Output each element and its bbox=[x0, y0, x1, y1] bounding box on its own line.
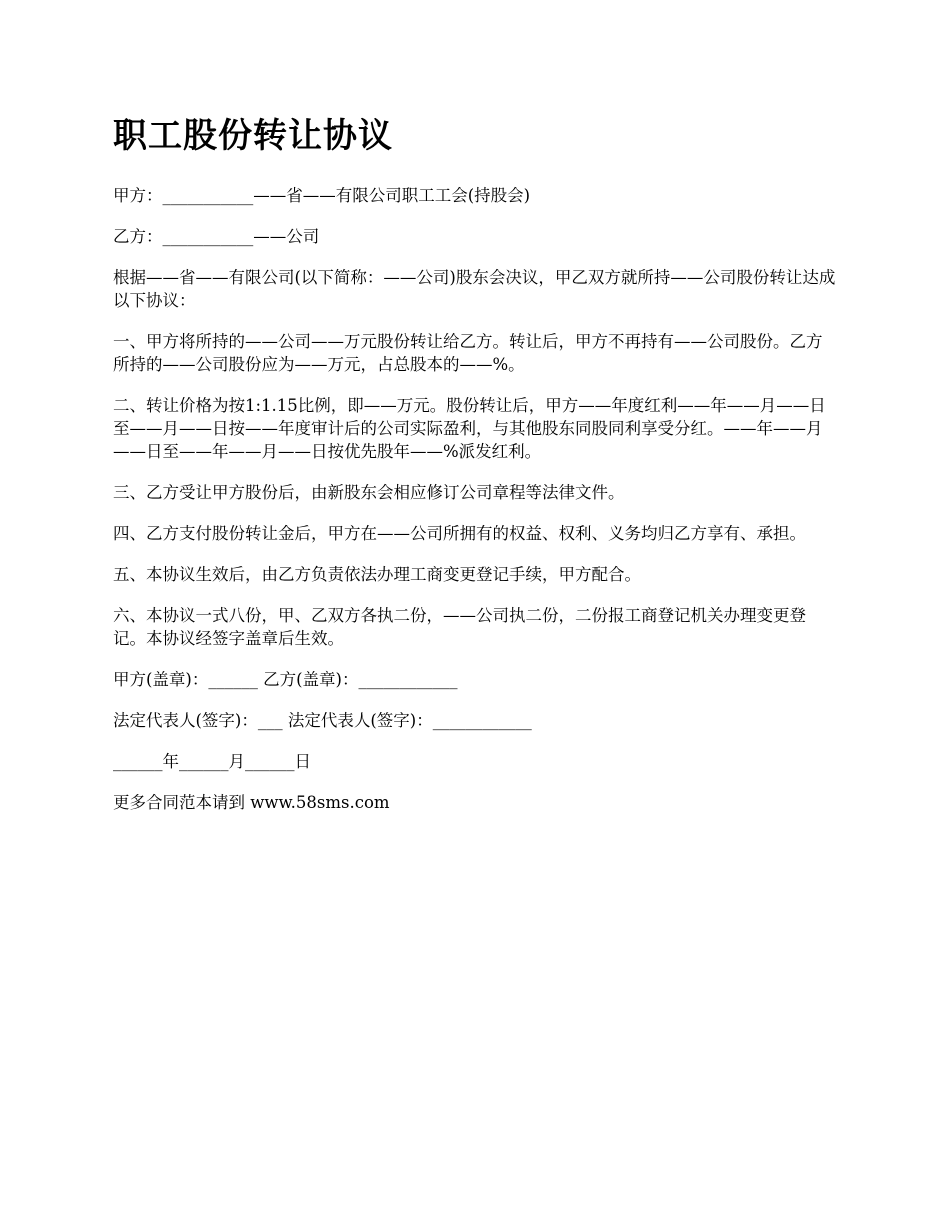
clause-2: 二、转让价格为按1:1.15比例，即——万元。股份转让后，甲方——年度红利——年——月——日至——月——日按——年度审计后的公司实际盈利，与其他股东同股同利享受分红。——年——月——日至——年——月——日按优先股年——%派发红利。 bbox=[113, 396, 826, 461]
party-b-line: 乙方：___________——公司 bbox=[113, 227, 320, 246]
preamble-paragraph: 根据——省——有限公司(以下简称：——公司)股东会决议，甲乙双方就所持——公司股份转让达成以下协议： bbox=[113, 268, 836, 310]
clause-3: 三、乙方受让甲方股份后，由新股东会相应修订公司章程等法律文件。 bbox=[113, 483, 625, 502]
document-page bbox=[113, 110, 838, 832]
clause-6: 六、本协议一式八份，甲、乙双方各执二份，——公司执二份，二份报工商登记机关办理变更登记。本协议经签字盖章后生效。 bbox=[113, 606, 806, 648]
document-title: 职工股份转让协议 bbox=[113, 116, 393, 156]
signature-line: 法定代表人(签字)：___ 法定代表人(签字)：____________ bbox=[113, 711, 532, 730]
seal-line: 甲方(盖章)：______ 乙方(盖章)：____________ bbox=[113, 670, 458, 689]
party-a-line: 甲方：___________——省——有限公司职工工会(持股会) bbox=[113, 186, 531, 205]
clause-1: 一、甲方将所持的——公司——万元股份转让给乙方。转让后，甲方不再持有——公司股份。乙方所持的——公司股份应为——万元，占总股本的——%。 bbox=[113, 332, 823, 374]
clause-4: 四、乙方支付股份转让金后，甲方在——公司所拥有的权益、权利、义务均归乙方享有、承担。 bbox=[113, 524, 806, 543]
date-line: ______年______月______日 bbox=[113, 752, 311, 771]
footer-link-text: 更多合同范本请到 www.58sms.com bbox=[113, 793, 390, 812]
clause-5: 五、本协议生效后，由乙方负责依法办理工商变更登记手续，甲方配合。 bbox=[113, 565, 641, 584]
